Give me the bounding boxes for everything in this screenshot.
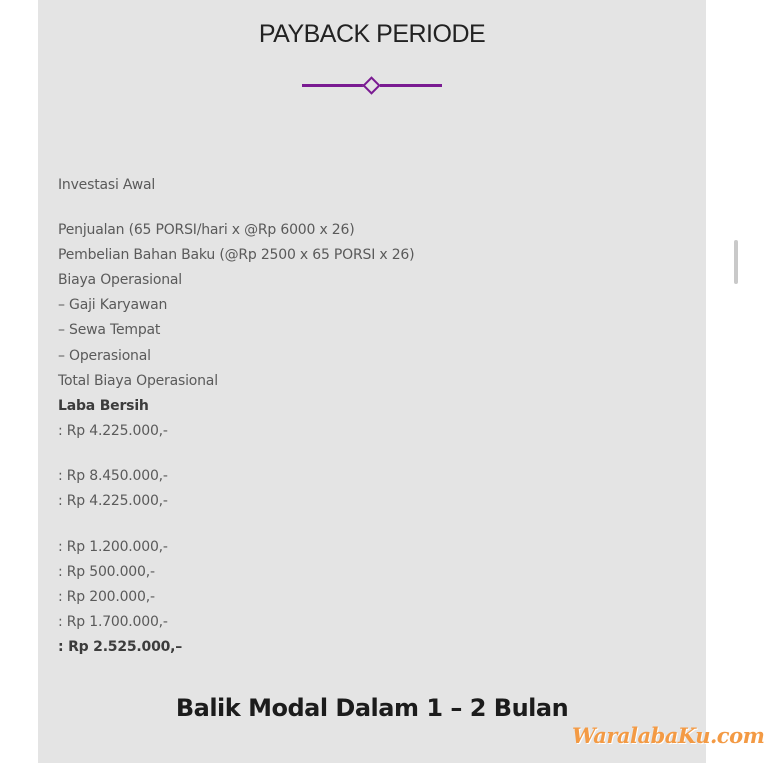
label-pembelian-bahan-baku: Pembelian Bahan Baku (@Rp 2500 x 65 PORSI x 26)	[58, 247, 415, 263]
label-sewa-tempat: – Sewa Tempat	[58, 322, 161, 338]
payback-tagline: Balik Modal Dalam 1 – 2 Bulan	[175, 694, 569, 722]
value-operasional: : Rp 200.000,-	[58, 589, 155, 605]
page-title: PAYBACK PERIODE	[258, 20, 486, 48]
title-divider	[302, 78, 442, 94]
value-total-biaya-operasional: : Rp 1.700.000,-	[58, 614, 168, 630]
label-biaya-operasional: Biaya Operasional	[58, 272, 182, 288]
value-sewa-tempat: : Rp 500.000,-	[58, 564, 155, 580]
value-penjualan: : Rp 8.450.000,-	[58, 468, 168, 484]
divider-line-right	[380, 84, 442, 87]
value-pembelian-bahan-baku: : Rp 4.225.000,-	[58, 493, 168, 509]
label-operasional: – Operasional	[58, 348, 151, 364]
value-investasi-awal: : Rp 4.225.000,-	[58, 423, 168, 439]
watermark-logo	[572, 723, 764, 759]
label-total-biaya-operasional: Total Biaya Operasional	[58, 373, 218, 389]
label-investasi-awal: Investasi Awal	[58, 177, 156, 193]
value-laba-bersih: : Rp 2.525.000,–	[58, 639, 183, 655]
label-penjualan: Penjualan (65 PORSI/hari x @Rp 6000 x 26)	[58, 222, 355, 238]
label-gaji-karyawan: – Gaji Karyawan	[58, 297, 168, 313]
content-panel	[38, 0, 706, 763]
divider-line-left	[302, 84, 364, 87]
value-gaji-karyawan: : Rp 1.200.000,-	[58, 539, 168, 555]
page-scrollbar[interactable]	[734, 240, 738, 284]
label-laba-bersih: Laba Bersih	[58, 398, 149, 414]
diamond-icon	[362, 76, 380, 94]
watermark-text: WaralabaKu.com	[572, 723, 764, 748]
